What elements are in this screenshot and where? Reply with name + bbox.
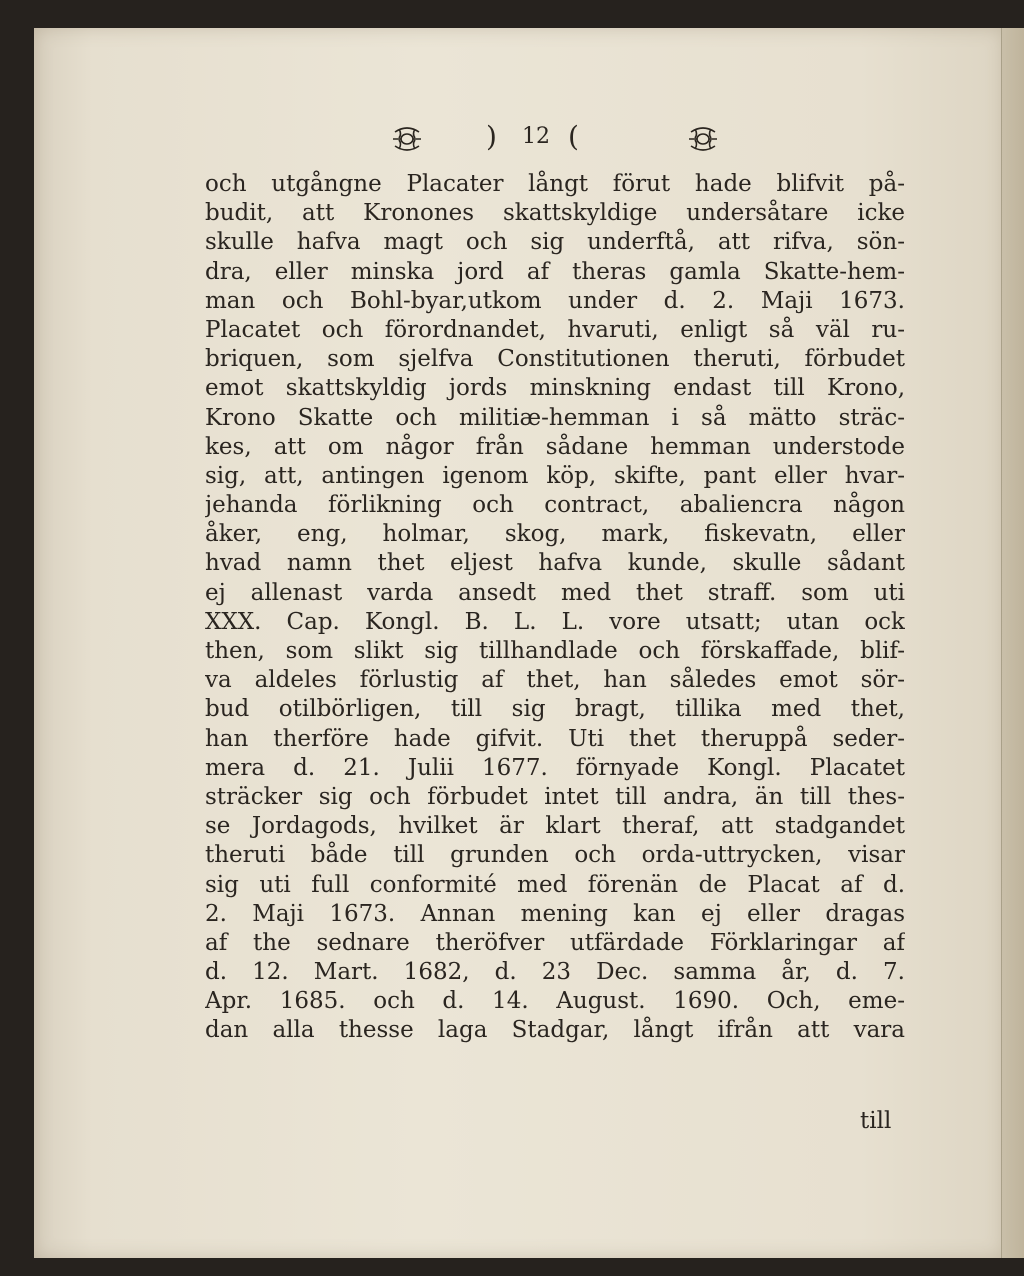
text-line: dan alla thesse laga Stadgar, långt ifrån att vara (205, 1017, 905, 1044)
text-line: Apr. 1685. och d. 14. August. 1690. Och, eme- (205, 988, 905, 1015)
text-line: briquen, som sjelfva Constitutionen theruti, förbudet (205, 346, 905, 373)
page-header (390, 120, 750, 160)
text-line: åker, eng, holmar, skog, mark, fiskevatn, eller (205, 521, 905, 548)
text-line: se Jordagods, hvilket är klart theraf, att stadgandet (205, 813, 905, 840)
text-line: XXX. Cap. Kongl. B. L. L. vore utsatt; utan ock (205, 608, 905, 635)
header-paren-left: ) (486, 120, 497, 153)
text-line: och utgångne Placater långt förut hade blifvit på- (205, 171, 905, 197)
page-number: 12 (522, 124, 550, 149)
text-line: kes, att om någor från sådane hemman understode (205, 433, 905, 460)
text-line: theruti både till grunden och orda-uttrycken, visar (205, 842, 905, 869)
text-line: bud otilbörligen, till sig bragt, tillika med thet, (205, 696, 905, 723)
text-line: sträcker sig och förbudet intet till andra, än till thes- (205, 783, 905, 810)
text-line: sig uti full conformité med förenän de Placat af d. (205, 871, 905, 898)
catchword: till (860, 1108, 892, 1134)
text-line: man och Bohl-byar,utkom under d. 2. Maji 1673. (205, 287, 905, 314)
text-line: skulle hafva magt och sig underftå, att rifva, sön- (205, 229, 905, 256)
body-text (205, 170, 905, 1046)
text-line: emot skattskyldig jords minskning endast till Krono, (205, 375, 905, 402)
text-line: mera d. 21. Julii 1677. förnyade Kongl. Placatet (205, 754, 905, 781)
page-edge (1001, 28, 1024, 1258)
text-line: han therföre hade gifvit. Uti thet theruppå seder- (205, 725, 905, 752)
text-line: 2. Maji 1673. Annan mening kan ej eller dragas (205, 900, 905, 927)
floral-ornament-icon (686, 124, 720, 154)
text-line: af the sednare theröfver utfärdade Förklaringar af (205, 929, 905, 956)
header-paren-right: ( (568, 120, 579, 153)
text-line: ej allenast varda ansedt med thet straff. som uti (205, 579, 905, 606)
text-line: hvad namn thet eljest hafva kunde, skulle sådant (205, 550, 905, 577)
text-line: d. 12. Mart. 1682, d. 23 Dec. samma år, d. 7. (205, 959, 905, 986)
text-line: sig, att, antingen igenom köp, skifte, pant eller hvar- (205, 462, 905, 489)
text-line: then, som slikt sig tillhandlade och förskaffade, blif- (205, 638, 905, 664)
text-line: Krono Skatte och militiæ-hemman i så mätto sträc- (205, 404, 905, 431)
text-line: dra, eller minska jord af theras gamla Skatte-hem- (205, 258, 905, 285)
floral-ornament-icon (390, 124, 424, 154)
text-line: jehanda förlikning och contract, abaliencra någon (205, 492, 905, 519)
text-line: Placatet och förordnandet, hvaruti, enligt så väl ru- (205, 316, 905, 343)
text-line: va aldeles förlustig af thet, han således emot sör- (205, 667, 905, 694)
text-line: budit, att Kronones skattskyldige undersåtare icke (205, 200, 905, 227)
